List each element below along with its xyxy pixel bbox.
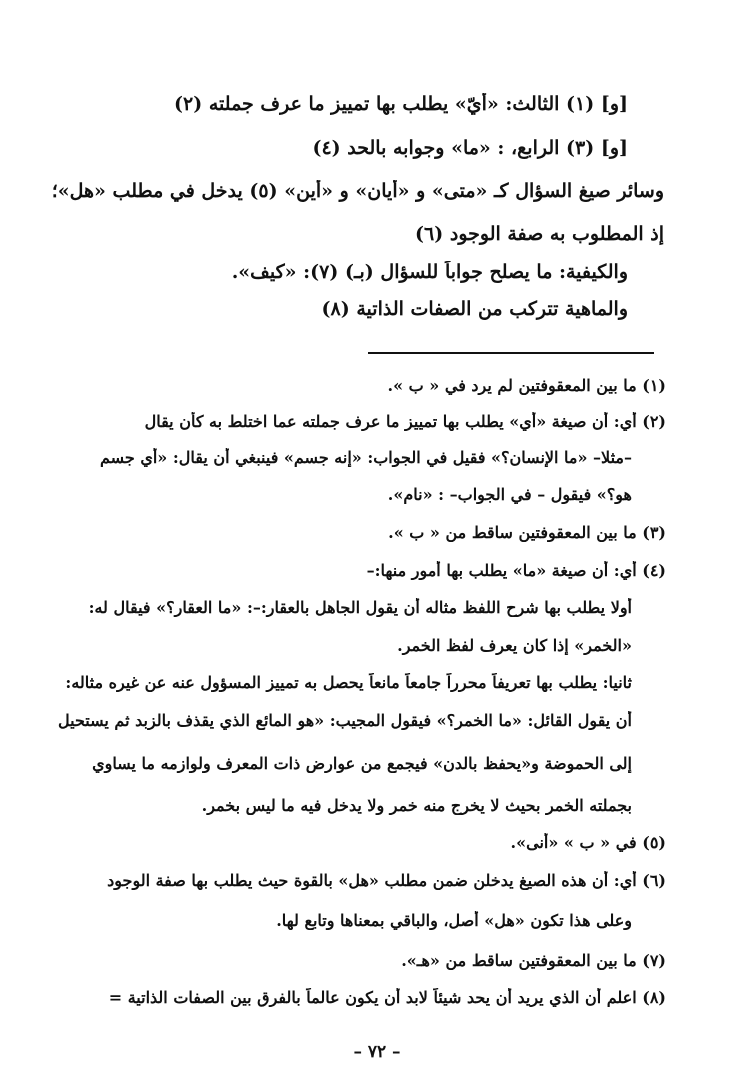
footnote-4-cont-3: ثانيا: يطلب بها تعريفاً محرراً جامعاً مانعاً يحصل به تمييز المسؤول عنه عن غيره مثاله: bbox=[65, 673, 632, 692]
main-line-1: [و] (١) الثالث: «أيّ» يطلب بها تمييز ما عرف جملته (٢) bbox=[174, 93, 628, 115]
footnote-5: (٥) في « ب » «أنى». bbox=[510, 833, 666, 852]
footnote-4-cont-4: أن يقول القائل: «ما الخمر؟» فيقول المجيب: «هو المائع الذي يقذف بالزبد ثم يستحيل bbox=[58, 711, 632, 730]
footnote-7: (٧) ما بين المعقوفتين ساقط من «هـ». bbox=[401, 951, 666, 970]
footnote-6: (٦) أي: أن هذه الصيغ يدخلن ضمن مطلب «هل» بالقوة حيث يطلب بها صفة الوجود bbox=[107, 871, 666, 890]
footnote-2-cont-2: هو؟» فيقول – في الجواب– : «نام». bbox=[387, 485, 632, 504]
footnote-1: (١) ما بين المعقوفتين لم يرد في « ب ». bbox=[387, 376, 666, 395]
main-line-2: [و] (٣) الرابع، : «ما» وجوابه بالحد (٤) bbox=[312, 137, 628, 159]
footnote-separator bbox=[368, 352, 654, 354]
footnote-4-cont-6: بجملته الخمر بحيث لا يخرج منه خمر ولا يدخل فيه ما ليس بخمر. bbox=[201, 796, 632, 815]
footnote-2: (٢) أي: أن صيغة «أي» يطلب بها تمييز ما عرف جملته عما اختلط به كأن يقال bbox=[144, 412, 666, 431]
footnote-8: (٨) اعلم أن الذي يريد أن يحد شيئاً لابد أن يكون عالماً بالفرق بين الصفات الذاتية = bbox=[108, 988, 666, 1007]
footnote-4-cont-1: أولا يطلب بها شرح اللفظ مثاله أن يقول الجاهل بالعقار:–: «ما العقار؟» فيقال له: bbox=[88, 598, 632, 617]
footnote-3: (٣) ما بين المعقوفتين ساقط من « ب ». bbox=[388, 523, 666, 542]
main-line-6: والماهية تتركب من الصفات الذاتية (٨) bbox=[321, 298, 628, 320]
footnote-4: (٤) أي: أن صيغة «ما» يطلب بها أمور منها:– bbox=[366, 561, 666, 580]
footnote-6-cont-1: وعلى هذا تكون «هل» أصل، والباقي بمعناها وتابع لها. bbox=[276, 911, 632, 930]
main-line-3: وسائر صيغ السؤال كـ «متى» و «أيان» و «أين» (٥) يدخل في مطلب «هل»؛ bbox=[51, 180, 664, 202]
footnote-4-cont-2: «الخمر» إذا كان يعرف لفظ الخمر. bbox=[397, 636, 632, 655]
footnote-4-cont-5: إلى الحموضة و«يحفظ بالدن» فيجمع من عوارض ذات المعرف ولوازمه ما يساوي bbox=[92, 754, 632, 773]
footnote-2-cont-1: –مثلا– «ما الإنسان؟» فقيل في الجواب: «إنه جسم» فينبغي أن يقال: «أي جسم bbox=[99, 448, 632, 467]
main-line-4: إذ المطلوب به صفة الوجود (٦) bbox=[415, 223, 664, 245]
page-number: – ٧٢ – bbox=[353, 1042, 401, 1062]
main-line-5: والكيفية: ما يصلح جواباً للسؤال (بـ) (٧): «كيف». bbox=[231, 261, 628, 283]
